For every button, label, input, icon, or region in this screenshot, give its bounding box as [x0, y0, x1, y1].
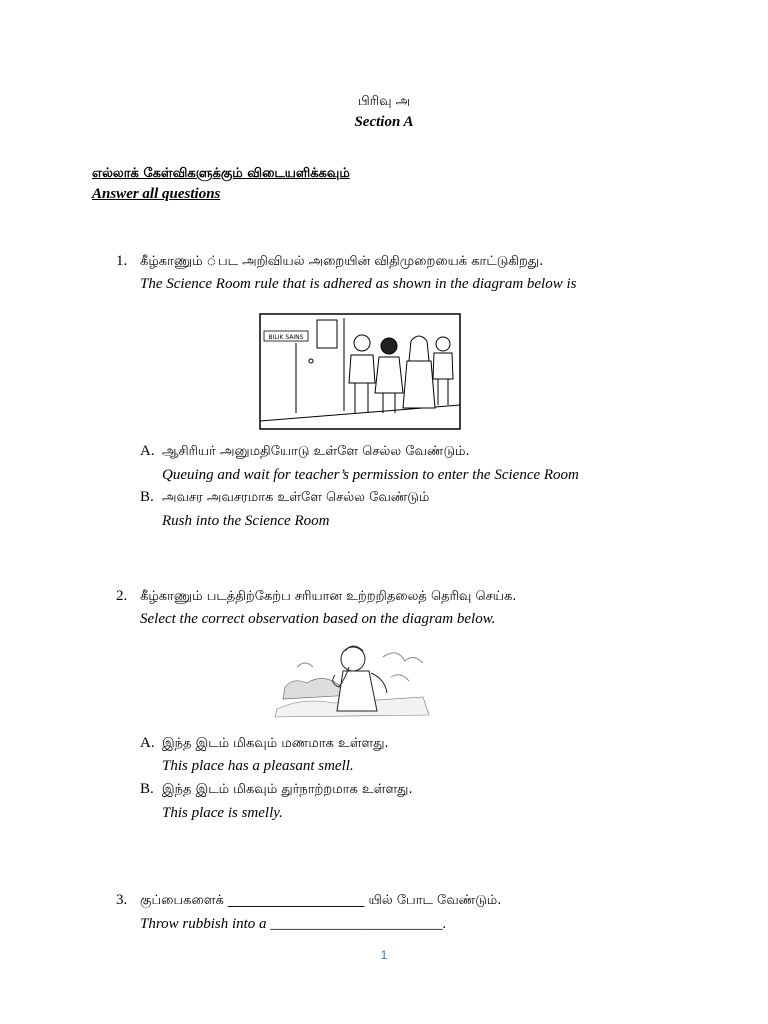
q2-option-b-tamil: இந்த இடம் மிகவும் துர்நாற்றமாக உள்ளது. [162, 782, 413, 797]
q1-option-a-tamil: ஆசிரியர் அனுமதியோடு உள்ளே செல்ல வேண்டும். [162, 444, 470, 459]
instruction: Answer all questions [92, 186, 221, 202]
q2-option-a-tamil: இந்த இடம் மிகவும் மணமாக உள்ளது. [162, 736, 389, 751]
q2-option-a-english: This place has a pleasant smell. [162, 758, 354, 774]
q1-option-b-tamil: அவசர அவசரமாக உள்ளே செல்ல வேண்டும் [162, 490, 430, 505]
page-number: 1 [380, 948, 388, 962]
section-title: Section A [354, 114, 414, 130]
instruction-tamil: எல்லாக் கேள்விகளுக்கும் விடையளிக்கவும் [92, 166, 350, 181]
q1-option-b-english: Rush into the Science Room [162, 513, 330, 529]
q1-option-a-english: Queuing and wait for teacher’s permission to enter the Science Room [162, 467, 579, 483]
question-1-english: The Science Room rule that is adhered as shown in the diagram below is [140, 276, 577, 292]
question-3-tamil: குப்பைகளைக் _____________________ யில் போட வேண்டும். [140, 893, 502, 908]
q2-option-b-letter: B. [140, 781, 154, 797]
q1-option-b-letter: B. [140, 489, 154, 505]
question-2-tamil: கீழ்காணும் படத்திற்கேற்ப சரியான உற்றறிதலைத் தெரிவு செய்க. [140, 589, 517, 604]
science-room-queue-illustration [259, 313, 461, 430]
q2-option-b-english: This place is smelly. [162, 805, 283, 821]
q2-option-a-letter: A. [140, 735, 155, 751]
question-1-number: 1. [116, 253, 128, 269]
bilik-sains-sign: BILIK SAINS [268, 334, 304, 341]
question-2-english: Select the correct observation based on the diagram below. [140, 611, 496, 627]
q1-option-a-letter: A. [140, 443, 155, 459]
question-3-number: 3. [116, 892, 128, 908]
smelly-place-illustration [273, 637, 433, 719]
section-title-tamil: பிரிவு அ [357, 94, 411, 109]
question-1-tamil: கீழ்காணும் ்பட அறிவியல் அறையின் விதிமுறையைக் காட்டுகிறது. [140, 254, 544, 269]
question-3-english: Throw rubbish into a _______________________. [140, 916, 447, 932]
question-2-number: 2. [116, 588, 128, 604]
